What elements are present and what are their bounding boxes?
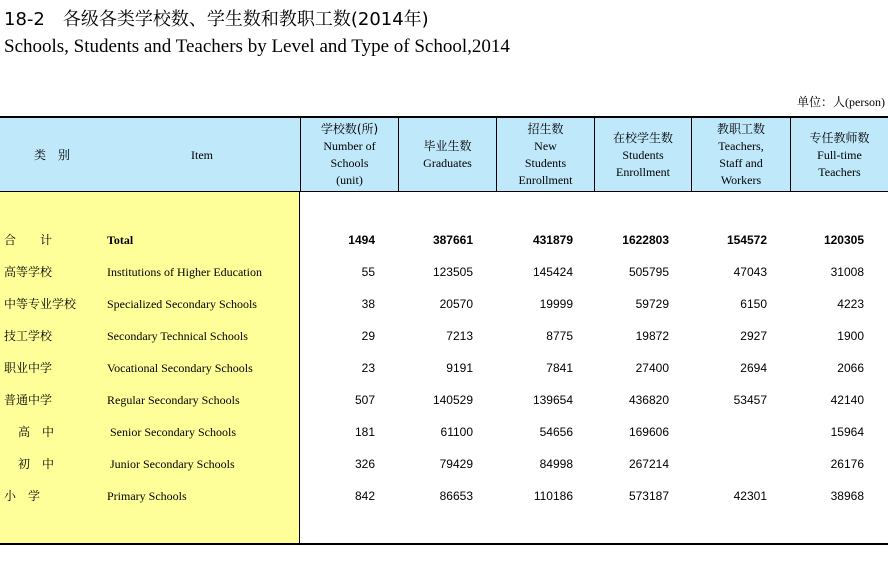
cell-enrollment: 436820 [628, 393, 669, 407]
header-category-label: 类 别 [33, 147, 70, 162]
header-teachers [790, 118, 888, 192]
header-schools-en2: Schools [330, 156, 369, 170]
row-item: Junior Secondary Schools [110, 457, 235, 471]
cell-graduates: 123505 [432, 265, 473, 279]
header-item [104, 118, 300, 192]
header-staff-en2: Staff and [719, 156, 763, 170]
header-new-enrollment-en2: Students [524, 156, 567, 170]
table-row [0, 256, 888, 288]
header-enrollment-cn: 在校学生数 [612, 130, 673, 145]
page-title-english: Schools, Students and Teachers by Level and Type of School,2014 [4, 36, 510, 57]
cell-staff: 42301 [733, 489, 767, 503]
header-category [0, 118, 104, 192]
table-row [0, 320, 888, 352]
header-graduates-en1: Graduates [423, 156, 472, 170]
cell-new-enrollment: 7841 [546, 361, 573, 375]
cell-schools: 29 [361, 329, 375, 343]
cell-staff: 2927 [740, 329, 767, 343]
row-category: 初 中 [18, 457, 55, 471]
cell-staff: 53457 [733, 393, 767, 407]
cell-graduates: 86653 [439, 489, 473, 503]
header-teachers-en2: Teachers [818, 164, 861, 179]
cell-new-enrollment: 54656 [539, 425, 573, 439]
cell-graduates: 61100 [440, 425, 473, 439]
header-new-enrollment-en1: New [534, 139, 557, 153]
cell-enrollment: 505795 [628, 265, 669, 279]
cell-teachers: 42140 [830, 393, 864, 407]
table-row [0, 480, 888, 512]
row-category: 小 学 [4, 489, 41, 503]
unit-label-cn: 单位：人 [797, 95, 846, 109]
row-category: 合 计 [4, 233, 53, 247]
header-graduates [398, 118, 496, 192]
cell-teachers: 26176 [830, 457, 864, 471]
cell-schools: 55 [361, 265, 375, 279]
cell-staff: 6150 [740, 297, 767, 311]
table-row-total [0, 224, 888, 256]
table-bottom-rule [0, 543, 888, 545]
row-item: Total [107, 233, 134, 247]
cell-graduates: 140529 [432, 393, 473, 407]
cell-new-enrollment: 19999 [539, 297, 573, 311]
header-new-enrollment-cn: 招生数 [527, 122, 564, 136]
cell-teachers: 2066 [837, 361, 864, 375]
cell-teachers: 4223 [837, 297, 864, 311]
cell-enrollment: 59729 [635, 297, 669, 311]
header-new-enrollment-en3: Enrollment [518, 173, 573, 187]
cell-schools: 842 [354, 489, 375, 503]
row-item: Institutions of Higher Education [107, 265, 262, 279]
cell-staff: 2694 [740, 361, 767, 375]
cell-graduates: 79429 [439, 457, 473, 471]
header-teachers-cn: 专任教师数 [809, 130, 870, 145]
row-category: 中等专业学校 [4, 297, 77, 311]
table-row [0, 448, 888, 480]
row-item: Vocational Secondary Schools [107, 361, 253, 375]
header-schools [300, 118, 398, 192]
header-enrollment-en2: Enrollment [615, 164, 670, 179]
cell-enrollment: 573187 [628, 489, 669, 503]
unit-label-en: (person) [845, 95, 885, 109]
table-header [0, 116, 888, 192]
cell-schools: 23 [361, 361, 375, 375]
page-title-chinese: 18-2 各级各类学校数、学生数和教职工数(2014年) [4, 9, 429, 30]
cell-schools: 181 [354, 425, 375, 439]
header-graduates-cn: 毕业生数 [423, 139, 472, 153]
header-staff [691, 118, 790, 192]
cell-staff: 154572 [726, 233, 767, 247]
header-schools-en3: (unit) [336, 173, 363, 187]
header-schools-en1: Number of [323, 139, 376, 153]
cell-graduates: 387661 [432, 233, 473, 247]
row-category: 高 中 [18, 425, 55, 439]
cell-teachers: 120305 [823, 233, 864, 247]
table-row [0, 416, 888, 448]
cell-new-enrollment: 145424 [532, 265, 573, 279]
row-item: Senior Secondary Schools [110, 425, 236, 439]
row-item: Secondary Technical Schools [107, 329, 248, 343]
cell-schools: 1494 [348, 233, 375, 247]
row-category: 职业中学 [4, 361, 53, 375]
header-teachers-en1: Full-time [817, 147, 862, 162]
cell-schools: 507 [354, 393, 375, 407]
cell-enrollment: 169606 [628, 425, 669, 439]
header-staff-en1: Teachers, [718, 139, 764, 153]
cell-schools: 326 [354, 457, 375, 471]
cell-graduates: 7213 [446, 329, 473, 343]
header-enrollment-en1: Students [622, 147, 664, 162]
cell-new-enrollment: 8775 [546, 329, 573, 343]
row-item: Regular Secondary Schools [107, 393, 240, 407]
cell-enrollment: 19872 [635, 329, 669, 343]
cell-enrollment: 267214 [628, 457, 669, 471]
cell-new-enrollment: 110186 [533, 489, 573, 503]
cell-teachers: 31008 [830, 265, 864, 279]
cell-enrollment: 27400 [635, 361, 669, 375]
unit-label [797, 93, 885, 110]
header-item-label: Item [191, 147, 213, 162]
header-staff-en3: Workers [720, 173, 762, 187]
cell-new-enrollment: 139654 [532, 393, 573, 407]
row-category: 普通中学 [4, 393, 53, 407]
header-staff-cn: 教职工数 [716, 122, 765, 136]
cell-graduates: 9191 [446, 361, 473, 375]
header-new-enrollment [496, 118, 594, 192]
row-item: Primary Schools [107, 489, 187, 503]
cell-staff: 47043 [733, 265, 767, 279]
header-schools-cn: 学校数(所) [320, 122, 379, 136]
header-enrollment [594, 118, 691, 192]
cell-enrollment: 1622803 [622, 233, 669, 247]
cell-new-enrollment: 431879 [532, 233, 573, 247]
cell-graduates: 20570 [439, 297, 473, 311]
table-row [0, 384, 888, 416]
cell-new-enrollment: 84998 [539, 457, 573, 471]
cell-teachers: 1900 [837, 329, 864, 343]
table-row [0, 352, 888, 384]
cell-teachers: 38968 [830, 489, 864, 503]
cell-teachers: 15964 [830, 425, 864, 439]
cell-schools: 38 [361, 297, 375, 311]
row-item: Specialized Secondary Schools [107, 297, 257, 311]
row-category: 技工学校 [4, 329, 53, 343]
row-category: 高等学校 [4, 265, 53, 279]
table-row [0, 288, 888, 320]
